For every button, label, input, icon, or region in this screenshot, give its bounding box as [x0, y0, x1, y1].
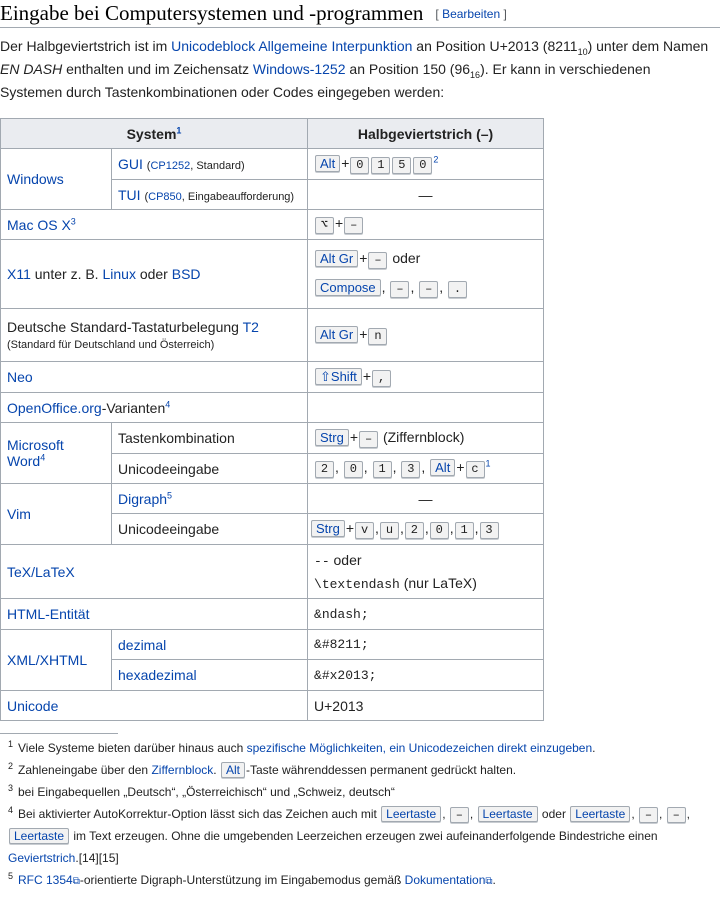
shift-key-icon: ⇧Shift	[315, 368, 362, 385]
option-key-icon: ⌥	[315, 217, 334, 234]
key: v	[355, 522, 374, 539]
plus: +	[362, 367, 372, 384]
text: oder	[538, 807, 570, 821]
footnote-marker: 4	[8, 805, 14, 815]
row-sublabel	[112, 149, 308, 180]
row-label	[1, 393, 308, 423]
table-row	[1, 423, 544, 454]
key-leertaste: Leertaste	[570, 806, 630, 822]
table-row	[1, 240, 544, 309]
key: ,	[372, 370, 391, 387]
key-alt: Alt	[221, 762, 245, 778]
key: 0	[344, 461, 363, 478]
footnote-ref[interactable]: 2	[433, 153, 439, 164]
key-compose: Compose	[315, 279, 381, 296]
key: –	[390, 281, 409, 298]
key: c	[466, 461, 485, 478]
comma: ,	[474, 519, 479, 536]
link-neo[interactable]: Neo	[7, 369, 33, 385]
link-windows-1252[interactable]: Windows-1252	[252, 61, 346, 77]
link-rfc1354[interactable]: RFC 1354	[18, 873, 73, 887]
link-linux[interactable]: Linux	[102, 266, 136, 282]
note-text: , Eingabeaufforderung)	[181, 190, 295, 203]
key: u	[380, 522, 399, 539]
key: 5	[392, 157, 411, 174]
key: –	[419, 281, 438, 298]
footnote-text: bei Eingabequellen „Deutsch“, „Österreichisch“ und „Schweiz, deutsch“	[18, 785, 395, 799]
table-row	[1, 149, 544, 180]
cell-value: &#8211;	[308, 630, 544, 660]
footnote	[0, 869, 718, 893]
link-x11[interactable]: X11	[7, 266, 31, 282]
table-row	[1, 545, 544, 599]
de-keys	[308, 309, 544, 362]
key-leertaste: Leertaste	[478, 806, 538, 822]
header-dash: Halbgeviertstrich (–)	[308, 119, 544, 149]
key: –	[359, 431, 378, 448]
row-label	[1, 691, 308, 721]
footnotes	[0, 737, 718, 893]
table-header	[1, 119, 544, 149]
row-label	[1, 599, 308, 630]
comma: ,	[410, 279, 415, 295]
row-sublabel	[112, 660, 308, 691]
row-label	[1, 423, 112, 484]
note-text: , Standard)	[190, 160, 245, 172]
row-label	[1, 630, 112, 691]
footnote-ref[interactable]: 5	[167, 489, 173, 500]
footnote	[0, 803, 718, 869]
text: -Taste währenddessen permanent gedrückt halten.	[245, 763, 517, 777]
external-link-icon: ⧉	[72, 876, 80, 887]
header-text: System	[126, 125, 177, 142]
text: Bei aktivierter AutoKorrektur-Option lässt sich das Zeichen auch mit	[18, 807, 381, 821]
word-uni-keys	[308, 454, 544, 484]
key-alt: Alt	[315, 155, 340, 172]
intro-text: an Position 150 (96	[345, 61, 471, 77]
input-methods-table	[0, 118, 544, 721]
label-subtext: (Standard für Deutschland und Österreich)	[7, 339, 215, 351]
key: 2	[315, 461, 334, 478]
win-gui-keys	[308, 149, 544, 180]
table-row	[1, 691, 544, 721]
footnote	[0, 781, 718, 803]
footnote-marker: 2	[8, 761, 14, 771]
tex-value	[308, 545, 544, 599]
row-label	[1, 545, 308, 599]
key: –	[639, 807, 658, 823]
note-text: (Ziffernblock)	[382, 428, 465, 445]
link-xml[interactable]: XML/XHTML	[7, 652, 88, 668]
vim-uni-keys	[308, 514, 544, 545]
key: n	[368, 328, 387, 345]
link-html-entity[interactable]: HTML-Entität	[7, 606, 90, 622]
heading-title: Eingabe bei Computersystemen und -programmen	[0, 1, 424, 25]
intro-em: EN DASH	[0, 61, 63, 77]
link-dezimal[interactable]: dezimal	[118, 636, 167, 653]
label-text: -Varianten	[101, 399, 166, 416]
text: .	[213, 763, 220, 777]
footnote-ref[interactable]: 1	[176, 124, 182, 135]
note-text: (nur LaTeX)	[399, 574, 477, 591]
text: -orientierte Digraph-Unterstützung im Eingabemodus gemäß	[79, 873, 405, 887]
plus: +	[359, 250, 368, 266]
row-sublabel: Unicodeeingabe	[112, 514, 308, 545]
intro-text: ). Er kann in verschiedenen Systemen durch Tastenkombinationen oder Codes eingegeben werden:	[0, 61, 651, 100]
key-altgr: Alt Gr	[315, 326, 358, 343]
edit-section: [ Bearbeiten ]	[435, 7, 507, 21]
key-leertaste: Leertaste	[381, 806, 441, 822]
key-strg: Strg	[311, 520, 345, 537]
comma: ,	[421, 459, 426, 475]
footnote	[0, 737, 718, 759]
key: –	[344, 217, 363, 234]
x11-keys	[308, 240, 544, 309]
comma: ,	[335, 459, 339, 475]
comma: ,	[424, 519, 429, 536]
footnote-text: Bei aktivierter AutoKorrektur-Option lässt sich das Zeichen auch mit Leertaste , – , Leertaste oder Leertaste , – , – , Leertaste im Text erzeugen. Ohne die umgebenden Leerzeichen erzeugen zwei aufeinanderfolgende Bindestriche einen Geviertstrich.[14][15]	[8, 807, 691, 865]
plus: +	[349, 428, 359, 445]
link-macosx[interactable]: Mac OS X	[7, 216, 71, 233]
comma: ,	[381, 279, 386, 295]
mac-keys	[308, 210, 544, 240]
key: 2	[405, 522, 424, 539]
word-keys	[308, 423, 544, 454]
text: .	[492, 873, 496, 887]
link-digraph[interactable]: Digraph	[118, 490, 168, 507]
plus: +	[335, 215, 344, 231]
link-bsd[interactable]: BSD	[171, 266, 201, 282]
link-ziffernblock[interactable]: Ziffernblock	[151, 763, 214, 777]
footnote-marker: 1	[8, 739, 14, 749]
link-gui[interactable]: GUI	[118, 156, 143, 172]
intro-sub: 10	[577, 46, 588, 57]
key: 0	[430, 522, 449, 539]
gui-note	[147, 160, 245, 172]
text: Viele Systeme bieten darüber hinaus auch	[18, 741, 247, 755]
key: 0	[413, 157, 432, 174]
comma: ,	[392, 459, 397, 475]
code: \textendash	[314, 576, 400, 592]
cell-value: —	[308, 180, 544, 210]
footnote	[0, 759, 718, 781]
link-dokumentation[interactable]: Dokumentation	[404, 873, 486, 887]
comma: ,	[439, 279, 444, 295]
plus: +	[359, 325, 368, 342]
footnote-ref[interactable]: 4	[165, 398, 171, 409]
comma: ,	[363, 459, 368, 475]
footnote-text	[18, 741, 595, 755]
key: 1	[455, 522, 474, 539]
row-label	[1, 309, 308, 362]
oder: oder	[392, 250, 421, 266]
link-windows[interactable]: Windows	[7, 171, 64, 187]
link-openoffice[interactable]: OpenOffice.org	[7, 399, 102, 416]
row-sublabel	[112, 484, 308, 514]
row-sublabel: Tastenkombination	[112, 423, 308, 454]
table-row	[1, 630, 544, 660]
link-geviertstrich[interactable]: Geviertstrich	[8, 851, 76, 865]
footnote-text	[18, 873, 496, 887]
tui-note	[144, 191, 294, 203]
footnote-marker: 3	[8, 783, 14, 793]
footnote-ref[interactable]: 1	[485, 458, 491, 469]
comma: ,	[449, 519, 454, 536]
header-system	[1, 119, 308, 149]
footnote-ref[interactable]: 4	[40, 452, 46, 463]
intro-text: ) unter dem Namen	[587, 38, 709, 54]
cell-value: &#x2013;	[308, 660, 544, 691]
edit-link[interactable]: Bearbeiten	[442, 7, 501, 21]
text: .	[592, 741, 596, 755]
footnote-separator	[0, 733, 118, 734]
intro-text: Der Halbgeviertstrich ist im	[0, 38, 172, 54]
link-unicode[interactable]: Unicode	[7, 697, 59, 714]
footnote-marker: 5	[8, 871, 14, 881]
footnote-text	[18, 763, 516, 777]
link-tui[interactable]: TUI	[118, 186, 141, 203]
external-link-icon: ⧉	[485, 876, 493, 887]
link-word[interactable]: Microsoft Word	[7, 437, 64, 469]
row-label	[1, 210, 308, 240]
code: --	[314, 553, 330, 569]
text: Zahleneingabe über den	[18, 763, 152, 777]
link-unicode-input[interactable]: spezifische Möglichkeiten, ein Unicodezeichen direkt einzugeben	[246, 741, 593, 755]
table-row	[1, 393, 544, 423]
table-row	[1, 484, 544, 514]
link-vim[interactable]: Vim	[7, 506, 31, 522]
key-strg: Strg	[315, 429, 349, 446]
link-hexadezimal[interactable]: hexadezimal	[118, 667, 197, 683]
key: –	[368, 252, 387, 269]
cell-empty	[308, 393, 544, 423]
section-heading	[0, 0, 720, 28]
plus: +	[345, 519, 355, 536]
key-leertaste: Leertaste	[9, 828, 69, 844]
link-unicodeblock[interactable]: Unicodeblock Allgemeine Interpunktion	[171, 38, 413, 54]
key: .	[448, 281, 467, 298]
footnote-ref[interactable]: 3	[70, 215, 76, 226]
key: 3	[480, 522, 499, 539]
row-label	[1, 362, 308, 393]
key: 1	[373, 461, 392, 478]
intro-text: an Position U+2013 (8211	[412, 38, 578, 54]
text: im Text erzeugen. Ohne die umgebenden Leerzeichen erzeugen zwei aufeinanderfolgende Bindestriche einen	[70, 829, 658, 843]
label-text: oder	[135, 266, 172, 282]
link-t2[interactable]: T2	[242, 319, 259, 335]
row-label	[1, 484, 112, 545]
plus: +	[456, 459, 465, 475]
intro-sub: 16	[470, 69, 481, 80]
note-text: oder	[329, 551, 362, 568]
label-text: Deutsche Standard-Tastaturbelegung	[7, 319, 243, 335]
key: –	[450, 807, 469, 823]
intro-text: enthalten und im Zeichensatz	[62, 61, 253, 77]
key: 1	[371, 157, 390, 174]
key: 3	[401, 461, 420, 478]
link-cp850[interactable]: CP850	[148, 190, 182, 203]
comma: ,	[375, 519, 379, 536]
key-alt: Alt	[430, 459, 455, 476]
key: 0	[350, 157, 369, 174]
row-label	[1, 240, 308, 309]
cell-value: —	[308, 484, 544, 514]
row-sublabel	[112, 630, 308, 660]
table-row	[1, 599, 544, 630]
neo-keys	[308, 362, 544, 393]
note-text: (	[146, 160, 151, 172]
row-sublabel: Unicodeeingabe	[112, 454, 308, 484]
key-altgr: Alt Gr	[315, 250, 358, 267]
table-row	[1, 309, 544, 362]
link-tex[interactable]: TeX/LaTeX	[7, 563, 75, 580]
note-text: (	[144, 190, 149, 203]
label-text: unter z. B.	[30, 266, 103, 282]
cell-value: &ndash;	[308, 599, 544, 630]
cell-value: U+2013	[308, 691, 544, 721]
text: .[14][15]	[75, 851, 119, 865]
link-cp1252[interactable]: CP1252	[150, 160, 191, 172]
plus: +	[341, 154, 350, 171]
table-row	[1, 362, 544, 393]
table-row	[1, 210, 544, 240]
key: –	[667, 807, 686, 823]
row-sublabel	[112, 180, 308, 210]
row-label	[1, 149, 112, 210]
comma: ,	[399, 519, 404, 536]
intro-paragraph	[0, 35, 715, 104]
